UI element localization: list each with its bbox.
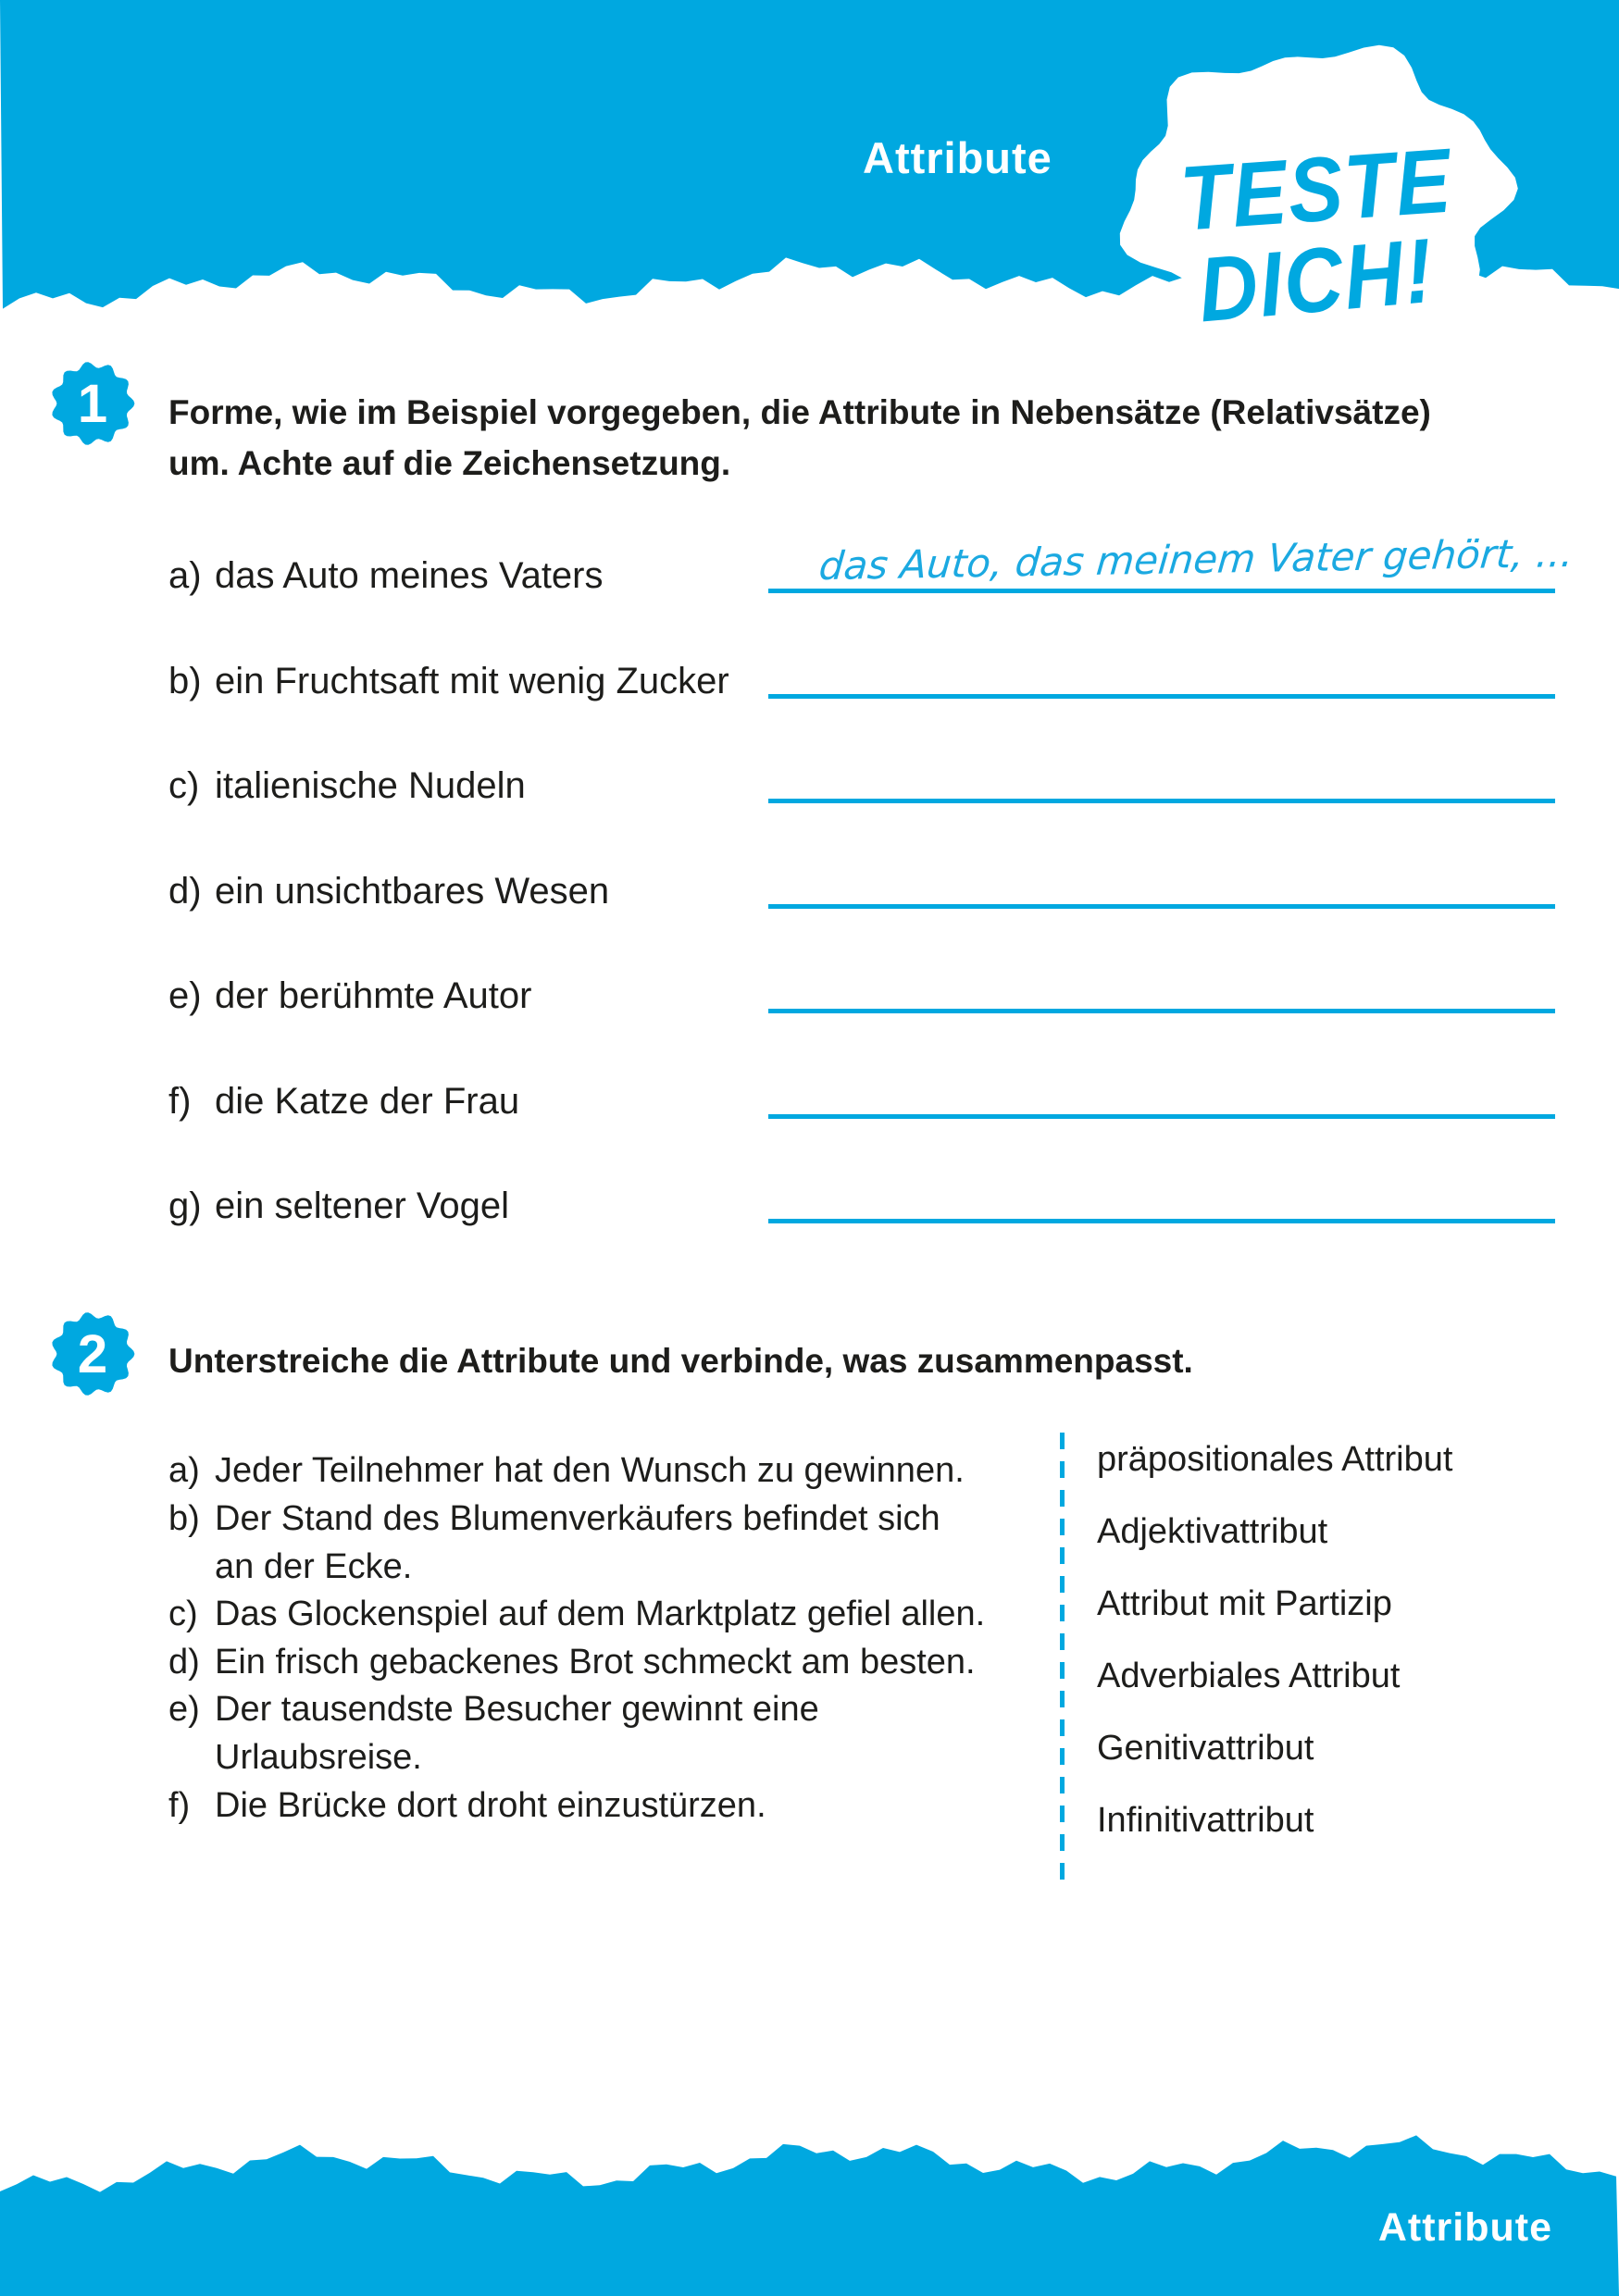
term-item: Adverbiales Attribut (1097, 1657, 1401, 1695)
item-letter: e) (168, 975, 202, 1016)
exercise1-number-badge (46, 357, 139, 450)
item-row-d (168, 871, 609, 912)
exercise2-number-badge (46, 1308, 139, 1400)
sentence-text: Die Brücke dort droht einzustürzen. (215, 1786, 766, 1825)
exercise2-instruction (168, 1335, 1193, 1386)
sentence-letter: c) (168, 1595, 198, 1633)
item-row-f (168, 1081, 519, 1123)
sentence-letter: b) (168, 1499, 200, 1538)
item-text: ein unsichtbares Wesen (215, 871, 610, 912)
answer-line-c[interactable] (768, 799, 1555, 803)
match-dashed-divider (1060, 1433, 1065, 1888)
sentence-row-a (168, 1446, 965, 1495)
sentence-letter: a) (168, 1451, 200, 1490)
teste-dich-line1: TESTE (1177, 128, 1456, 250)
item-letter: a) (168, 555, 202, 596)
term-list (1097, 1439, 1452, 1841)
sentence-text: Der Stand des Blumenverkäufers befindet sich (215, 1499, 940, 1538)
instruction-line: Unterstreiche die Attribute und verbinde, was zusammenpasst. (168, 1342, 1193, 1380)
footer-band-shape (0, 2135, 1619, 2296)
item-letter: b) (168, 661, 202, 701)
instruction-line: Forme, wie im Beispiel vorgegeben, die Attribute in Nebensätze (Relativsätze) (168, 393, 1431, 431)
teste-dich-line2: DICH! (1194, 218, 1438, 341)
term-item: Adjektivattribut (1097, 1512, 1328, 1551)
sentence-row-c (168, 1590, 985, 1638)
item-row-b (168, 661, 729, 702)
answer-line-f[interactable] (768, 1114, 1555, 1119)
exercise1-number: 1 (77, 374, 108, 434)
answer-line-a[interactable] (768, 589, 1555, 593)
exercise1-instruction (168, 387, 1431, 489)
footer-band (0, 2111, 1619, 2296)
item-text: der berühmte Autor (215, 975, 532, 1016)
sentence-text: an der Ecke. (215, 1547, 413, 1586)
sentence-text: Jeder Teilnehmer hat den Wunsch zu gewinnen. (215, 1451, 965, 1490)
item-letter: c) (168, 765, 200, 806)
page-title: Attribute (863, 133, 1052, 182)
item-text: ein seltener Vogel (215, 1185, 510, 1226)
term-item: Infinitivattribut (1097, 1801, 1314, 1840)
footer-label: Attribute (1377, 2205, 1552, 2250)
item-letter: d) (168, 871, 202, 912)
answer-line-g[interactable] (768, 1219, 1555, 1223)
sentence-row-f (168, 1781, 766, 1830)
sentence-text: Urlaubsreise. (215, 1738, 422, 1777)
answer-line-d[interactable] (768, 904, 1555, 909)
item-text: das Auto meines Vaters (215, 555, 604, 596)
sentence-letter: f) (168, 1786, 191, 1825)
item-row-a (168, 555, 604, 597)
answer-line-e[interactable] (768, 1009, 1555, 1013)
sentence-letter: d) (168, 1643, 200, 1682)
item-row-c (168, 765, 526, 807)
sentence-text: Der tausendste Besucher gewinnt eine (215, 1690, 819, 1729)
term-item: Genitivattribut (1097, 1729, 1314, 1768)
item-row-g (168, 1185, 509, 1227)
sentence-text: Ein frisch gebackenes Brot schmeckt am besten. (215, 1643, 976, 1682)
item-letter: f) (168, 1081, 192, 1122)
handwritten-answer-a: das Auto, das meinem Vater gehört, ... (816, 529, 1575, 590)
sentence-row-b (168, 1495, 940, 1591)
item-letter: g) (168, 1185, 202, 1226)
sentence-row-d (168, 1638, 976, 1686)
exercise2-number: 2 (77, 1324, 108, 1384)
term-item: Attribut mit Partizip (1097, 1584, 1392, 1623)
item-text: die Katze der Frau (215, 1081, 520, 1122)
item-row-e (168, 975, 531, 1017)
sentence-row-e (168, 1685, 819, 1781)
answer-line-b[interactable] (768, 694, 1555, 699)
term-item: präpositionales Attribut (1097, 1440, 1453, 1479)
item-text: italienische Nudeln (215, 765, 526, 806)
sentence-text: Das Glockenspiel auf dem Marktplatz gefiel allen. (215, 1595, 986, 1633)
instruction-line: um. Achte auf die Zeichensetzung. (168, 444, 731, 482)
item-text: ein Fruchtsaft mit wenig Zucker (215, 661, 729, 701)
sentence-letter: e) (168, 1690, 200, 1729)
